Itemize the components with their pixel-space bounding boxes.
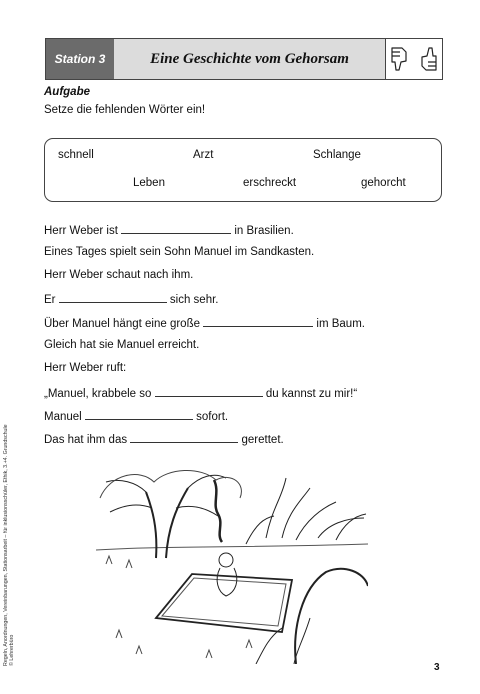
text-line	[44, 269, 193, 281]
word-bank-item: Leben	[133, 177, 165, 189]
thumbs-up-down-icon	[386, 39, 442, 79]
fill-in-blank[interactable]	[155, 386, 263, 397]
side-note-line: Regeln, Anordnungen, Vereinbarungen, Stationsarbeit – für inklusionsschüler, Ethik, 3.+4. Grundschule	[3, 424, 9, 666]
text-line	[44, 223, 294, 237]
word-bank-item: Arzt	[193, 149, 214, 161]
text-line	[44, 362, 126, 374]
text-segment: gerettet.	[241, 434, 284, 446]
copyright-side-note	[3, 424, 15, 666]
text-segment: Eines Tages spielt sein Sohn Manuel im Sandkasten.	[44, 246, 315, 258]
text-segment: Herr Weber ruft:	[44, 362, 127, 374]
text-segment: sich sehr.	[169, 294, 219, 306]
text-segment: Herr Weber schaut nach ihm.	[44, 269, 194, 281]
text-segment: Gleich hat sie Manuel erreicht.	[44, 339, 200, 351]
fill-in-blank[interactable]	[130, 432, 238, 443]
text-segment: „Manuel, krabbele so	[44, 388, 152, 400]
text-segment: Herr Weber ist	[44, 225, 118, 237]
text-segment: Er	[44, 294, 56, 306]
text-line	[44, 432, 284, 446]
fill-in-blank[interactable]	[121, 223, 231, 234]
station-label: Station 3	[46, 39, 114, 79]
fill-in-blank[interactable]	[85, 409, 193, 420]
word-bank-item: erschreckt	[243, 177, 297, 189]
word-bank-item: Schlange	[313, 149, 361, 161]
text-segment: Das hat ihm das	[44, 434, 128, 446]
text-line	[44, 316, 365, 330]
fill-in-blank[interactable]	[203, 316, 313, 327]
text-segment: im Baum.	[316, 318, 365, 330]
text-line	[44, 292, 218, 306]
fill-in-blank[interactable]	[59, 292, 167, 303]
side-note-line: © Lehrerbüro	[9, 634, 15, 666]
text-line	[44, 386, 357, 400]
text-line	[44, 339, 199, 351]
text-line	[44, 246, 314, 258]
page-title: Eine Geschichte vom Gehorsam	[114, 39, 386, 79]
task-instruction: Setze die fehlenden Wörter ein!	[44, 104, 206, 116]
word-bank	[44, 138, 442, 202]
station-header	[45, 38, 443, 80]
word-bank-item: gehorcht	[361, 177, 406, 189]
task-heading: Aufgabe	[44, 86, 90, 98]
text-segment: sofort.	[196, 411, 229, 423]
text-segment: Manuel	[44, 411, 82, 423]
text-segment: du kannst zu mir!“	[265, 388, 358, 400]
page-number: 3	[434, 662, 440, 673]
illustration-jungle-sandbox	[96, 468, 368, 669]
text-segment: Über Manuel hängt eine große	[44, 318, 200, 330]
text-segment: in Brasilien.	[234, 225, 294, 237]
text-line	[44, 409, 228, 423]
word-bank-item: schnell	[58, 149, 94, 161]
